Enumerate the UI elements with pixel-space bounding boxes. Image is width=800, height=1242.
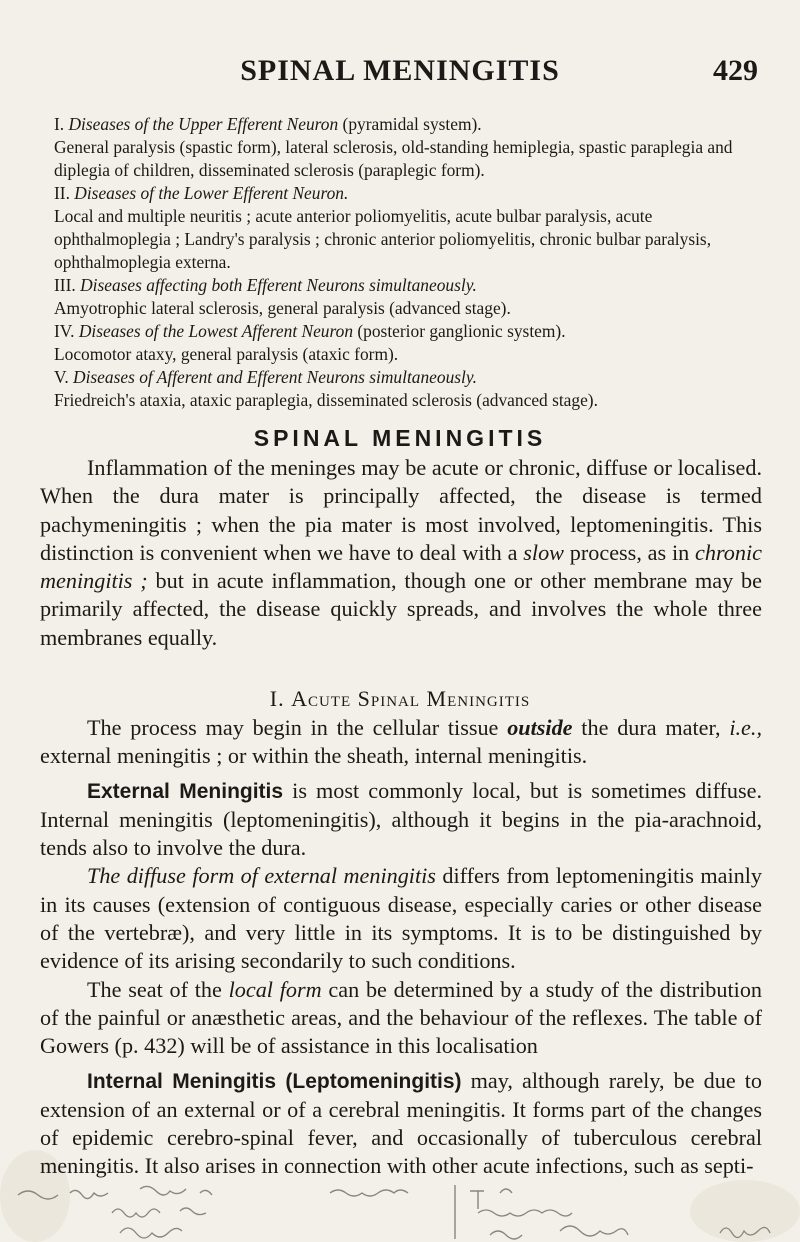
handwriting-marks bbox=[0, 1183, 800, 1242]
acute-section-block bbox=[40, 714, 762, 1181]
subsection-title: I. Acute Spinal Meningitis bbox=[269, 686, 531, 711]
list-item-body: General paralysis (spastic form), lateral sclerosis, old-standing hemiplegia, spastic paraplegia and diplegia of children, disseminated sclerosis (paraplegic form). bbox=[54, 137, 733, 180]
list-item-heading: II. Diseases of the Lower Efferent Neuron. bbox=[54, 183, 349, 203]
list-item-heading: I. Diseases of the Upper Efferent Neuron (pyramidal system). bbox=[54, 114, 482, 134]
running-title: SPINAL MENINGITIS bbox=[240, 54, 560, 87]
section-title: SPINAL MENINGITIS bbox=[253, 425, 547, 451]
running-head bbox=[40, 54, 760, 94]
list-item-body: Local and multiple neuritis ; acute anterior poliomyelitis, acute bulbar paralysis, acute ophthalmoplegia ; Landry's paralysis ; chronic anterior poliomyelitis, chronic bulbar paralysis, ophthalmoplegia externa. bbox=[54, 206, 712, 272]
list-item-heading: IV. Diseases of the Lowest Afferent Neuron (posterior ganglionic system). bbox=[54, 321, 566, 341]
list-item-body: Amyotrophic lateral sclerosis, general paralysis (advanced stage). bbox=[54, 298, 511, 318]
paragraph-onset: The process may begin in the cellular tissue outside the dura mater, i.e., external meningitis ; or within the sheath, internal meningitis. bbox=[40, 715, 762, 769]
list-item-body: Locomotor ataxy, general paralysis (ataxic form). bbox=[54, 344, 399, 364]
handwritten-annotation bbox=[0, 1183, 800, 1242]
paragraph-internal-meningitis: Internal Meningitis (Leptomeningitis) may, although rarely, be due to extension of an external or of a cerebral meningitis. It forms part of the changes of epidemic cerebro-spinal fever, and occasionally of tuberculous cerebral meningitis. It also arises in connection with other acute infections, such as septi- bbox=[40, 1067, 762, 1179]
paragraph-external-meningitis: External Meningitis is most commonly local, but is sometimes diffuse. Internal meningitis (leptomeningitis), although it begins in the pia-arachnoid, tends also to involve the dura. bbox=[40, 777, 762, 861]
paragraph-local-form: The seat of the local form can be determined by a study of the distribution of the painful or anæsthetic areas, and the behaviour of the reflexes. The table of Gowers (p. 432) will be of assistance in this localisation bbox=[40, 976, 763, 1059]
list-item-heading: V. Diseases of Afferent and Efferent Neurons simultaneously. bbox=[54, 367, 477, 387]
list-item-body: Friedreich's ataxia, ataxic paraplegia, disseminated sclerosis (advanced stage). bbox=[54, 390, 598, 410]
paragraph-diffuse-form: The diffuse form of external meningitis differs from leptomeningitis mainly in its causes (extension of contiguous disease, especially caries or other disease of the vertebræ), and very little in its symptoms. It is to be distinguished by evidence of its arising secondarily to such conditions. bbox=[40, 863, 762, 974]
intro-paragraph-block bbox=[40, 454, 762, 652]
page-number: 429 bbox=[713, 54, 758, 87]
list-item-heading: III. Diseases affecting both Efferent Neurons simultaneously. bbox=[54, 275, 477, 295]
classification-list bbox=[40, 113, 760, 412]
intro-paragraph: Inflammation of the meninges may be acute or chronic, diffuse or localised. When the dura mater is principally affected, the disease is termed pachymeningitis ; when the pia mater is most involved, leptomeningitis. This distinction is convenient when we have to deal with a slow process, as in chronic meningitis ; but in acute inflammation, though one or other membrane may be primarily affected, the disease quickly spreads, and involves the whole three membranes equally. bbox=[40, 455, 762, 650]
